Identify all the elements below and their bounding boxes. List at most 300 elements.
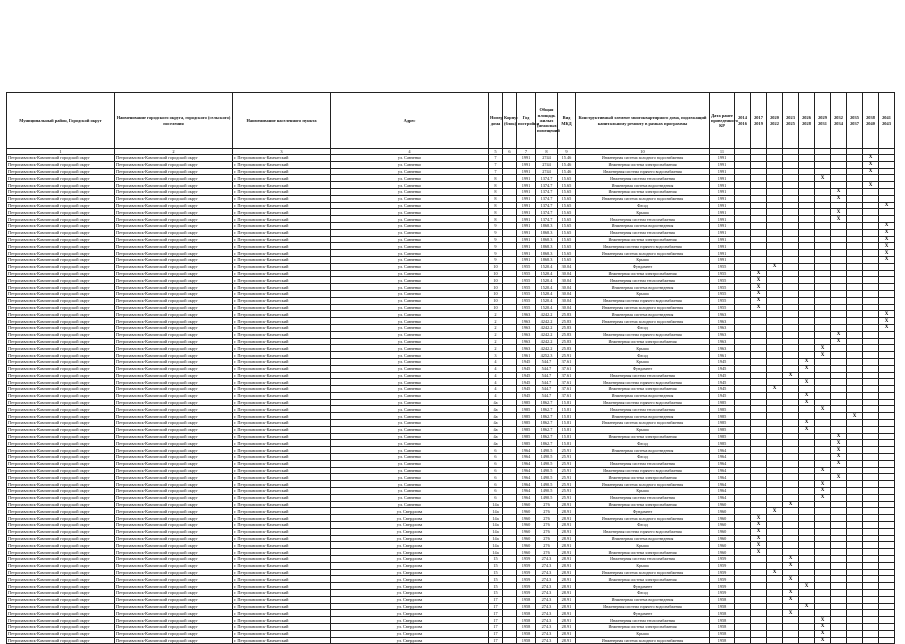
period-mark-cell <box>863 522 879 529</box>
cell-set: Петропавловск-Камчатский городской округ <box>115 399 233 406</box>
capital-repair-schedule-table <box>6 92 895 644</box>
cell-loc: г. Петропавловск-Камчатский <box>233 386 331 393</box>
period-mark-cell <box>815 250 831 257</box>
cell-area: 274.3 <box>536 603 558 610</box>
cell-t: 25.91 <box>558 447 576 454</box>
cell-k <box>503 630 517 637</box>
period-mark-cell <box>735 590 751 597</box>
period-mark-cell <box>735 562 751 569</box>
period-mark-cell <box>783 426 799 433</box>
cell-y: 1963 <box>517 311 536 318</box>
cell-set: Петропавловск-Камчатский городской округ <box>115 590 233 597</box>
period-mark-cell <box>847 216 863 223</box>
period-mark-cell <box>783 365 799 372</box>
period-mark-cell <box>879 467 895 474</box>
period-mark-cell <box>879 277 895 284</box>
period-mark-cell <box>751 556 767 563</box>
period-mark-cell <box>815 433 831 440</box>
cell-el: Инженерная система электроснабжения <box>576 386 710 393</box>
cell-el: Крыша <box>576 426 710 433</box>
table-row <box>7 399 895 406</box>
cell-d: 1945 <box>710 386 735 393</box>
period-mark-cell <box>863 569 879 576</box>
period-mark-cell <box>879 188 895 195</box>
cell-addr: ул. Савченко <box>331 338 489 345</box>
period-mark-cell <box>751 379 767 386</box>
cell-set: Петропавловск-Камчатский городской округ <box>115 433 233 440</box>
cell-t: 37.61 <box>558 386 576 393</box>
column-header: 2041 2043 <box>879 93 895 149</box>
cell-addr: ул. Свердлова <box>331 583 489 590</box>
period-mark-cell: X <box>879 256 895 263</box>
period-mark-cell: X <box>799 583 815 590</box>
cell-area: 1868.3 <box>536 222 558 229</box>
period-mark-cell <box>847 617 863 624</box>
cell-el: Инженерная система теплоснабжения <box>576 216 710 223</box>
period-mark-cell: X <box>783 372 799 379</box>
period-mark-cell <box>783 379 799 386</box>
period-mark-cell <box>767 583 783 590</box>
cell-area: 2744 <box>536 155 558 162</box>
cell-mun: Петропавловск-Камчатский городской округ <box>7 501 115 508</box>
period-mark-cell <box>735 542 751 549</box>
period-mark-cell <box>751 488 767 495</box>
cell-y: 1959 <box>517 590 536 597</box>
period-mark-cell <box>863 576 879 583</box>
cell-t: 30.04 <box>558 290 576 297</box>
cell-area: 1520.4 <box>536 263 558 270</box>
table-row <box>7 209 895 216</box>
period-mark-cell <box>751 623 767 630</box>
cell-area: 544.7 <box>536 379 558 386</box>
cell-mun: Петропавловск-Камчатский городской округ <box>7 556 115 563</box>
period-mark-cell <box>767 311 783 318</box>
period-mark-cell <box>735 433 751 440</box>
cell-area: 274.3 <box>536 596 558 603</box>
period-mark-cell <box>847 576 863 583</box>
period-mark-cell <box>799 623 815 630</box>
period-mark-cell <box>831 202 847 209</box>
period-mark-cell: X <box>879 311 895 318</box>
period-mark-cell <box>847 467 863 474</box>
period-mark-cell <box>879 161 895 168</box>
cell-set: Петропавловск-Камчатский городской округ <box>115 365 233 372</box>
period-mark-cell <box>783 440 799 447</box>
cell-k <box>503 569 517 576</box>
period-mark-cell <box>815 583 831 590</box>
cell-el: Инженерная система теплоснабжения <box>576 556 710 563</box>
cell-n: 4 <box>489 365 503 372</box>
cell-set: Петропавловск-Камчатский городской округ <box>115 216 233 223</box>
cell-area: 276 <box>536 515 558 522</box>
period-mark-cell <box>767 413 783 420</box>
period-mark-cell <box>751 358 767 365</box>
table-row <box>7 277 895 284</box>
table-row <box>7 426 895 433</box>
period-mark-cell <box>847 610 863 617</box>
cell-t: 15.65 <box>558 222 576 229</box>
period-mark-cell <box>831 528 847 535</box>
period-mark-cell <box>799 311 815 318</box>
cell-t: 28.91 <box>558 562 576 569</box>
period-mark-cell <box>847 447 863 454</box>
period-mark-cell <box>767 556 783 563</box>
cell-mun: Петропавловск-Камчатский городской округ <box>7 508 115 515</box>
cell-y: 1991 <box>517 202 536 209</box>
cell-y: 1960 <box>517 535 536 542</box>
period-mark-cell <box>799 481 815 488</box>
cell-d: 1959 <box>710 556 735 563</box>
period-mark-cell <box>735 481 751 488</box>
period-mark-cell <box>799 386 815 393</box>
cell-n: 8 <box>489 182 503 189</box>
cell-k <box>503 549 517 556</box>
period-mark-cell: X <box>751 515 767 522</box>
period-mark-cell <box>831 161 847 168</box>
period-mark-cell <box>847 236 863 243</box>
cell-set: Петропавловск-Камчатский городской округ <box>115 161 233 168</box>
period-mark-cell <box>751 311 767 318</box>
period-mark-cell <box>783 583 799 590</box>
period-mark-cell <box>879 420 895 427</box>
column-header: Наименование населенного пункта <box>233 93 331 149</box>
period-mark-cell <box>863 386 879 393</box>
period-mark-cell <box>879 386 895 393</box>
cell-area: 544.7 <box>536 358 558 365</box>
period-mark-cell <box>847 372 863 379</box>
period-mark-cell <box>879 460 895 467</box>
period-mark-cell <box>879 413 895 420</box>
cell-n: 9 <box>489 229 503 236</box>
period-mark-cell <box>847 562 863 569</box>
cell-el: Инженерная система теплоснабжения <box>576 406 710 413</box>
table-row <box>7 250 895 257</box>
cell-loc: г. Петропавловск-Камчатский <box>233 535 331 542</box>
period-mark-cell <box>847 270 863 277</box>
period-mark-cell <box>847 494 863 501</box>
cell-area: 1490.5 <box>536 447 558 454</box>
cell-mun: Петропавловск-Камчатский городской округ <box>7 188 115 195</box>
period-mark-cell <box>767 161 783 168</box>
period-mark-cell <box>783 182 799 189</box>
cell-addr: ул. Свердлова <box>331 562 489 569</box>
cell-el: Инженерная система горячего водоснабжения <box>576 297 710 304</box>
period-mark-cell <box>879 481 895 488</box>
period-mark-cell: X <box>767 263 783 270</box>
period-mark-cell <box>847 590 863 597</box>
table-row <box>7 318 895 325</box>
period-mark-cell <box>767 488 783 495</box>
cell-t: 15.65 <box>558 236 576 243</box>
period-mark-cell: X <box>751 522 767 529</box>
cell-n: 6 <box>489 481 503 488</box>
period-mark-cell <box>735 420 751 427</box>
period-mark-cell <box>799 256 815 263</box>
cell-d: 1991 <box>710 202 735 209</box>
cell-loc: г. Петропавловск-Камчатский <box>233 277 331 284</box>
table-row <box>7 372 895 379</box>
cell-t: 15.81 <box>558 440 576 447</box>
cell-loc: г. Петропавловск-Камчатский <box>233 250 331 257</box>
period-mark-cell: X <box>831 440 847 447</box>
cell-y: 1945 <box>517 358 536 365</box>
period-mark-cell <box>767 250 783 257</box>
cell-d: 1991 <box>710 256 735 263</box>
cell-t: 37.61 <box>558 392 576 399</box>
cell-area: 1490.5 <box>536 494 558 501</box>
cell-loc: г. Петропавловск-Камчатский <box>233 610 331 617</box>
cell-k <box>503 175 517 182</box>
cell-y: 1945 <box>517 379 536 386</box>
cell-d: 1985 <box>710 433 735 440</box>
cell-addr: ул. Свердлова <box>331 603 489 610</box>
period-mark-cell <box>863 420 879 427</box>
cell-addr: ул. Савченко <box>331 406 489 413</box>
cell-d: 1991 <box>710 175 735 182</box>
cell-addr: ул. Савченко <box>331 488 489 495</box>
period-mark-cell <box>751 256 767 263</box>
cell-y: 1991 <box>517 236 536 243</box>
cell-set: Петропавловск-Камчатский городской округ <box>115 392 233 399</box>
cell-area: 1868.3 <box>536 250 558 257</box>
cell-k <box>503 202 517 209</box>
cell-el: Инженерная система водоотведения <box>576 311 710 318</box>
cell-el: Инженерная система электроснабжения <box>576 474 710 481</box>
cell-y: 1963 <box>517 318 536 325</box>
cell-t: 25.91 <box>558 474 576 481</box>
cell-d: 1964 <box>710 447 735 454</box>
cell-k <box>503 222 517 229</box>
cell-k <box>503 209 517 216</box>
period-mark-cell <box>815 311 831 318</box>
period-mark-cell <box>847 623 863 630</box>
period-mark-cell: X <box>767 569 783 576</box>
period-mark-cell: X <box>751 297 767 304</box>
cell-y: 1991 <box>517 182 536 189</box>
cell-d: 1955 <box>710 304 735 311</box>
period-mark-cell <box>879 175 895 182</box>
period-mark-cell <box>831 324 847 331</box>
period-mark-cell <box>815 426 831 433</box>
cell-d: 1959 <box>710 562 735 569</box>
period-mark-cell <box>783 155 799 162</box>
period-mark-cell <box>831 596 847 603</box>
period-mark-cell <box>751 569 767 576</box>
period-mark-cell <box>799 284 815 291</box>
period-mark-cell <box>863 277 879 284</box>
cell-el: Фасад <box>576 522 710 529</box>
cell-t: 15.65 <box>558 243 576 250</box>
period-mark-cell <box>783 433 799 440</box>
period-mark-cell <box>879 596 895 603</box>
period-mark-cell <box>879 528 895 535</box>
cell-n: 17 <box>489 623 503 630</box>
period-mark-cell <box>815 596 831 603</box>
cell-mun: Петропавловск-Камчатский городской округ <box>7 542 115 549</box>
cell-mun: Петропавловск-Камчатский городской округ <box>7 250 115 257</box>
period-mark-cell <box>831 392 847 399</box>
cell-set: Петропавловск-Камчатский городской округ <box>115 338 233 345</box>
cell-loc: г. Петропавловск-Камчатский <box>233 447 331 454</box>
cell-addr: ул. Савченко <box>331 433 489 440</box>
cell-area: 1520.4 <box>536 270 558 277</box>
cell-addr: ул. Савченко <box>331 270 489 277</box>
period-mark-cell: X <box>815 623 831 630</box>
cell-mun: Петропавловск-Камчатский городской округ <box>7 256 115 263</box>
period-mark-cell <box>847 637 863 644</box>
period-mark-cell <box>767 542 783 549</box>
cell-mun: Петропавловск-Камчатский городской округ <box>7 392 115 399</box>
period-mark-cell <box>783 277 799 284</box>
cell-mun: Петропавловск-Камчатский городской округ <box>7 576 115 583</box>
period-mark-cell: X <box>847 413 863 420</box>
cell-loc: г. Петропавловск-Камчатский <box>233 528 331 535</box>
cell-mun: Петропавловск-Камчатский городской округ <box>7 243 115 250</box>
period-mark-cell <box>783 528 799 535</box>
cell-loc: г. Петропавловск-Камчатский <box>233 556 331 563</box>
period-mark-cell <box>879 623 895 630</box>
cell-n: 17 <box>489 596 503 603</box>
cell-mun: Петропавловск-Камчатский городской округ <box>7 182 115 189</box>
cell-loc: г. Петропавловск-Камчатский <box>233 420 331 427</box>
table-row <box>7 528 895 535</box>
cell-area: 4252.3 <box>536 352 558 359</box>
period-mark-cell <box>847 304 863 311</box>
period-mark-cell: X <box>815 467 831 474</box>
period-mark-cell <box>751 440 767 447</box>
cell-n: 7 <box>489 161 503 168</box>
cell-y: 1959 <box>517 569 536 576</box>
cell-loc: г. Петропавловск-Камчатский <box>233 209 331 216</box>
cell-el: Инженерная система холодного водоснабжения <box>576 420 710 427</box>
period-mark-cell <box>735 188 751 195</box>
cell-addr: ул. Свердлова <box>331 617 489 624</box>
cell-d: 1991 <box>710 250 735 257</box>
cell-d: 1991 <box>710 195 735 202</box>
cell-el: Крыша <box>576 562 710 569</box>
cell-set: Петропавловск-Камчатский городской округ <box>115 562 233 569</box>
period-mark-cell: X <box>751 549 767 556</box>
period-mark-cell <box>847 222 863 229</box>
period-mark-cell <box>847 508 863 515</box>
period-mark-cell <box>767 182 783 189</box>
cell-addr: ул. Савченко <box>331 284 489 291</box>
cell-k <box>503 297 517 304</box>
period-mark-cell <box>767 576 783 583</box>
period-mark-cell <box>799 345 815 352</box>
cell-area: 1520.4 <box>536 297 558 304</box>
cell-mun: Петропавловск-Камчатский городской округ <box>7 155 115 162</box>
cell-n: 10 <box>489 270 503 277</box>
cell-loc: г. Петропавловск-Камчатский <box>233 216 331 223</box>
cell-el: Крыша <box>576 542 710 549</box>
cell-k <box>503 338 517 345</box>
period-mark-cell: X <box>751 270 767 277</box>
cell-mun: Петропавловск-Камчатский городской округ <box>7 161 115 168</box>
cell-n: 17 <box>489 610 503 617</box>
period-mark-cell <box>767 297 783 304</box>
cell-loc: г. Петропавловск-Камчатский <box>233 372 331 379</box>
period-mark-cell <box>879 535 895 542</box>
cell-loc: г. Петропавловск-Камчатский <box>233 161 331 168</box>
table-row <box>7 175 895 182</box>
cell-n: 14a <box>489 508 503 515</box>
period-mark-cell <box>879 637 895 644</box>
cell-el: Фасад <box>576 590 710 597</box>
period-mark-cell <box>799 372 815 379</box>
cell-area: 274.3 <box>536 623 558 630</box>
cell-area: 4242.2 <box>536 318 558 325</box>
period-mark-cell <box>767 256 783 263</box>
period-mark-cell <box>847 583 863 590</box>
cell-loc: г. Петропавловск-Камчатский <box>233 297 331 304</box>
cell-mun: Петропавловск-Камчатский городской округ <box>7 494 115 501</box>
cell-n: 6 <box>489 447 503 454</box>
period-mark-cell <box>815 304 831 311</box>
cell-t: 25.91 <box>558 460 576 467</box>
cell-k <box>503 358 517 365</box>
cell-el: Инженерная система холодного водоснабжения <box>576 637 710 644</box>
period-mark-cell <box>815 515 831 522</box>
cell-addr: ул. Свердлова <box>331 569 489 576</box>
table-row <box>7 345 895 352</box>
cell-addr: ул. Савченко <box>331 263 489 270</box>
period-mark-cell <box>863 440 879 447</box>
cell-loc: г. Петропавловск-Камчатский <box>233 413 331 420</box>
cell-loc: г. Петропавловск-Камчатский <box>233 345 331 352</box>
cell-area: 276 <box>536 522 558 529</box>
cell-el: Инженерная система холодного водоснабжения <box>576 250 710 257</box>
period-mark-cell <box>831 562 847 569</box>
period-mark-cell <box>799 454 815 461</box>
cell-n: 14a <box>489 549 503 556</box>
cell-n: 14a <box>489 542 503 549</box>
period-mark-cell: X <box>783 501 799 508</box>
cell-area: 1490.5 <box>536 467 558 474</box>
cell-y: 1985 <box>517 440 536 447</box>
cell-y: 1991 <box>517 256 536 263</box>
cell-area: 1520.4 <box>536 304 558 311</box>
cell-loc: г. Петропавловск-Камчатский <box>233 549 331 556</box>
cell-k <box>503 488 517 495</box>
cell-y: 1958 <box>517 637 536 644</box>
period-mark-cell <box>831 236 847 243</box>
cell-addr: ул. Савченко <box>331 345 489 352</box>
period-mark-cell <box>863 297 879 304</box>
period-mark-cell <box>799 562 815 569</box>
cell-area: 1490.5 <box>536 454 558 461</box>
cell-area: 544.7 <box>536 365 558 372</box>
cell-mun: Петропавловск-Камчатский городской округ <box>7 562 115 569</box>
period-mark-cell <box>831 345 847 352</box>
cell-y: 1958 <box>517 623 536 630</box>
cell-el: Инженерная система водоотведения <box>576 596 710 603</box>
cell-n: 8 <box>489 188 503 195</box>
table-row <box>7 583 895 590</box>
cell-n: 10 <box>489 304 503 311</box>
period-mark-cell <box>799 270 815 277</box>
cell-d: 1985 <box>710 440 735 447</box>
cell-d: 1945 <box>710 372 735 379</box>
period-mark-cell <box>767 345 783 352</box>
period-mark-cell <box>847 284 863 291</box>
cell-el: Инженерная система электроснабжения <box>576 549 710 556</box>
period-mark-cell <box>815 542 831 549</box>
cell-n: 2 <box>489 338 503 345</box>
cell-area: 274.3 <box>536 617 558 624</box>
cell-addr: ул. Савченко <box>331 392 489 399</box>
cell-t: 25.83 <box>558 331 576 338</box>
